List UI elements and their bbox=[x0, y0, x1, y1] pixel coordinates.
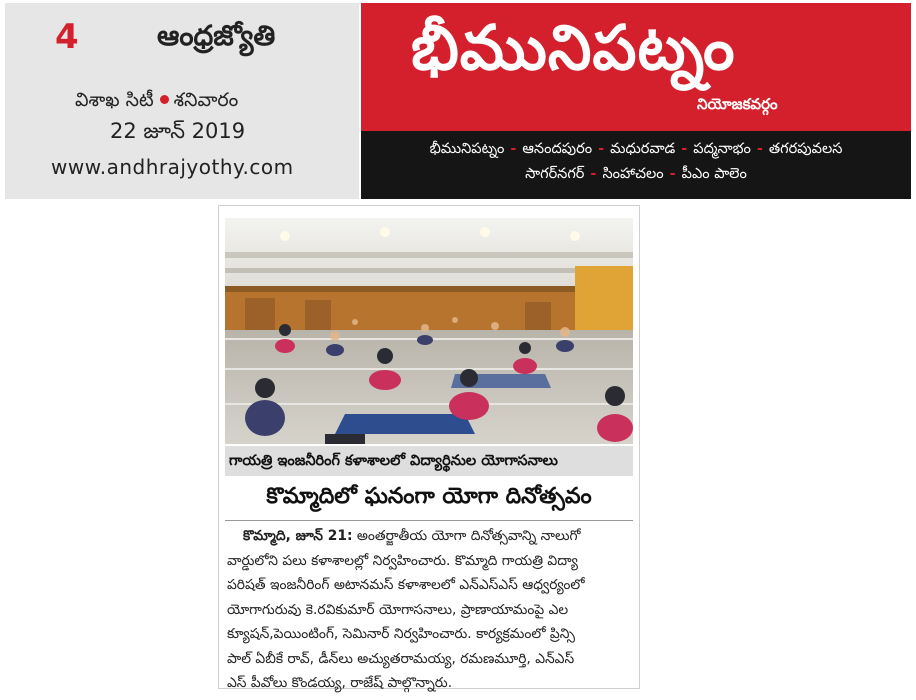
masthead-info-panel bbox=[5, 3, 359, 199]
mandal-row-2 bbox=[361, 162, 911, 187]
mandal-item: సాగర్‌నగర్ bbox=[525, 166, 585, 182]
article-headline: కొమ్మాదిలో ఘనంగా యోగా దినోత్సవం bbox=[266, 484, 592, 509]
article-body bbox=[227, 524, 633, 696]
article-line: యోగాగురువు కె.రవికుమార్ యోగాసనాలు, ప్రాణాయామంపై ఎల bbox=[227, 601, 569, 618]
mandal-item: తగరపువలస bbox=[768, 141, 843, 157]
constituency-title: భీమునిపట్నం bbox=[411, 11, 736, 84]
article-line: పరిషత్ ఇంజనీరింగ్ అటానమస్ కళాశాలలో ఎన్ఎస్ఎస్ ఆధ్వర్యంలో bbox=[227, 577, 585, 593]
news-article bbox=[218, 205, 640, 689]
mandal-separator: - bbox=[756, 141, 763, 157]
mandal-separator: - bbox=[590, 166, 597, 182]
masthead bbox=[5, 3, 911, 199]
newspaper-logo: ఆంధ్రజ్యోతి bbox=[157, 19, 276, 52]
headline-divider bbox=[225, 520, 633, 521]
mandal-list bbox=[361, 137, 911, 187]
yoga-session-photo bbox=[225, 218, 633, 444]
mandal-separator: - bbox=[681, 141, 688, 157]
constituency-subtitle: నియోజకవర్గం bbox=[697, 95, 778, 113]
article-line bbox=[227, 524, 633, 549]
edition-city: విశాఖ సిటీ bbox=[75, 89, 154, 111]
mandal-row-1 bbox=[361, 137, 911, 162]
website-link[interactable]: www.andhrajyothy.com bbox=[51, 155, 294, 179]
mandal-item: పీఎం పాలెం bbox=[681, 166, 747, 182]
mandal-separator: - bbox=[669, 166, 676, 182]
edition-date: 22 జూన్ 2019 bbox=[110, 119, 246, 143]
article-dateline: కొమ్మాది, జూన్ 21: bbox=[243, 528, 353, 544]
photo-caption: గాయత్రి ఇంజనీరింగ్ కళాశాలలో విద్యార్థినుల యోగాసనాలు bbox=[225, 446, 633, 476]
mandal-separator: - bbox=[510, 141, 517, 157]
article-line-text: అంతర్జాతీయ యోగా దినోత్సవాన్ని నాలుగో bbox=[356, 528, 581, 544]
page-number: 4 bbox=[55, 17, 79, 57]
mandal-item: మధురవాడ bbox=[610, 141, 676, 157]
mandal-separator: - bbox=[598, 141, 605, 157]
article-line: పాల్ ఏబీకే రావ్, డీన్‌లు అచ్యుతరామయ్య, రమణమూర్తి, ఎన్ఎస్ bbox=[227, 650, 575, 667]
mandal-item: ఆనందపురం bbox=[522, 141, 593, 157]
article-line: వార్డులోని పలు కళాశాలల్లో నిర్వహించారు. కొమ్మాది గాయత్రి విద్యా bbox=[227, 552, 578, 569]
constituency-banner bbox=[361, 3, 911, 199]
mandal-item: పద్మనాభం bbox=[693, 141, 751, 157]
article-line: క్యూషన్,పెయింటింగ్, సెమినార్ నిర్వహించారు. కార్యక్రమంలో ప్రిన్సి bbox=[227, 626, 575, 642]
constituency-red-band bbox=[361, 3, 911, 131]
edition-line bbox=[75, 89, 238, 116]
yoga-hall-illustration bbox=[225, 218, 633, 444]
edition-day: శనివారం bbox=[173, 89, 239, 111]
article-line: ఎస్ పీవోలు కొండయ్య, రాజేష్ పాల్గొన్నారు. bbox=[227, 675, 453, 691]
mandal-item: భీమునిపట్నం bbox=[429, 141, 505, 157]
mandal-item: సింహాచలం bbox=[602, 166, 664, 182]
bullet-dot-icon bbox=[160, 95, 169, 104]
